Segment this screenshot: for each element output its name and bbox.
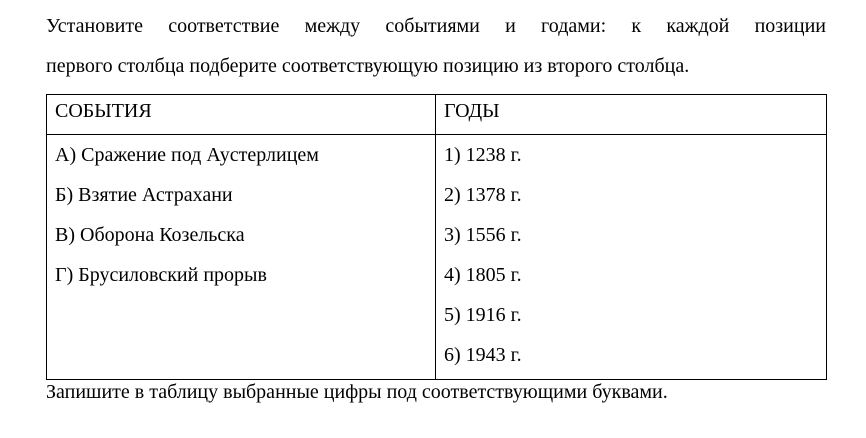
year-item-5: 5) 1916 г. bbox=[444, 304, 522, 326]
footer-instruction: Запишите в таблицу выбранные цифры под соответствующими буквами. bbox=[46, 381, 668, 403]
event-item-v: В) Оборона Козельска bbox=[55, 224, 245, 246]
table-header-row bbox=[47, 95, 827, 135]
matching-table bbox=[46, 94, 827, 380]
year-item-2: 2) 1378 г. bbox=[444, 184, 522, 206]
year-item-6: 6) 1943 г. bbox=[444, 344, 522, 366]
events-column-header: СОБЫТИЯ bbox=[47, 95, 436, 135]
events-list bbox=[55, 135, 435, 299]
event-item-b: Б) Взятие Астрахани bbox=[55, 184, 233, 206]
table-body-row bbox=[47, 135, 827, 380]
years-cell bbox=[436, 135, 827, 380]
year-item-4: 4) 1805 г. bbox=[444, 264, 522, 286]
years-column-header: ГОДЫ bbox=[436, 95, 827, 135]
event-item-a: А) Сражение под Аустерлицем bbox=[55, 144, 319, 166]
task-text bbox=[46, 6, 826, 86]
task-line-2: первого столбца подберите соответствующую позицию из второго столбца. bbox=[46, 55, 690, 77]
events-cell bbox=[47, 135, 436, 380]
event-item-g: Г) Брусиловский прорыв bbox=[55, 264, 267, 286]
task-line-1: Установите соответствие между событиями и годами: к каждой позиции bbox=[46, 15, 826, 37]
year-item-1: 1) 1238 г. bbox=[444, 144, 522, 166]
years-list bbox=[444, 135, 826, 379]
year-item-3: 3) 1556 г. bbox=[444, 224, 522, 246]
